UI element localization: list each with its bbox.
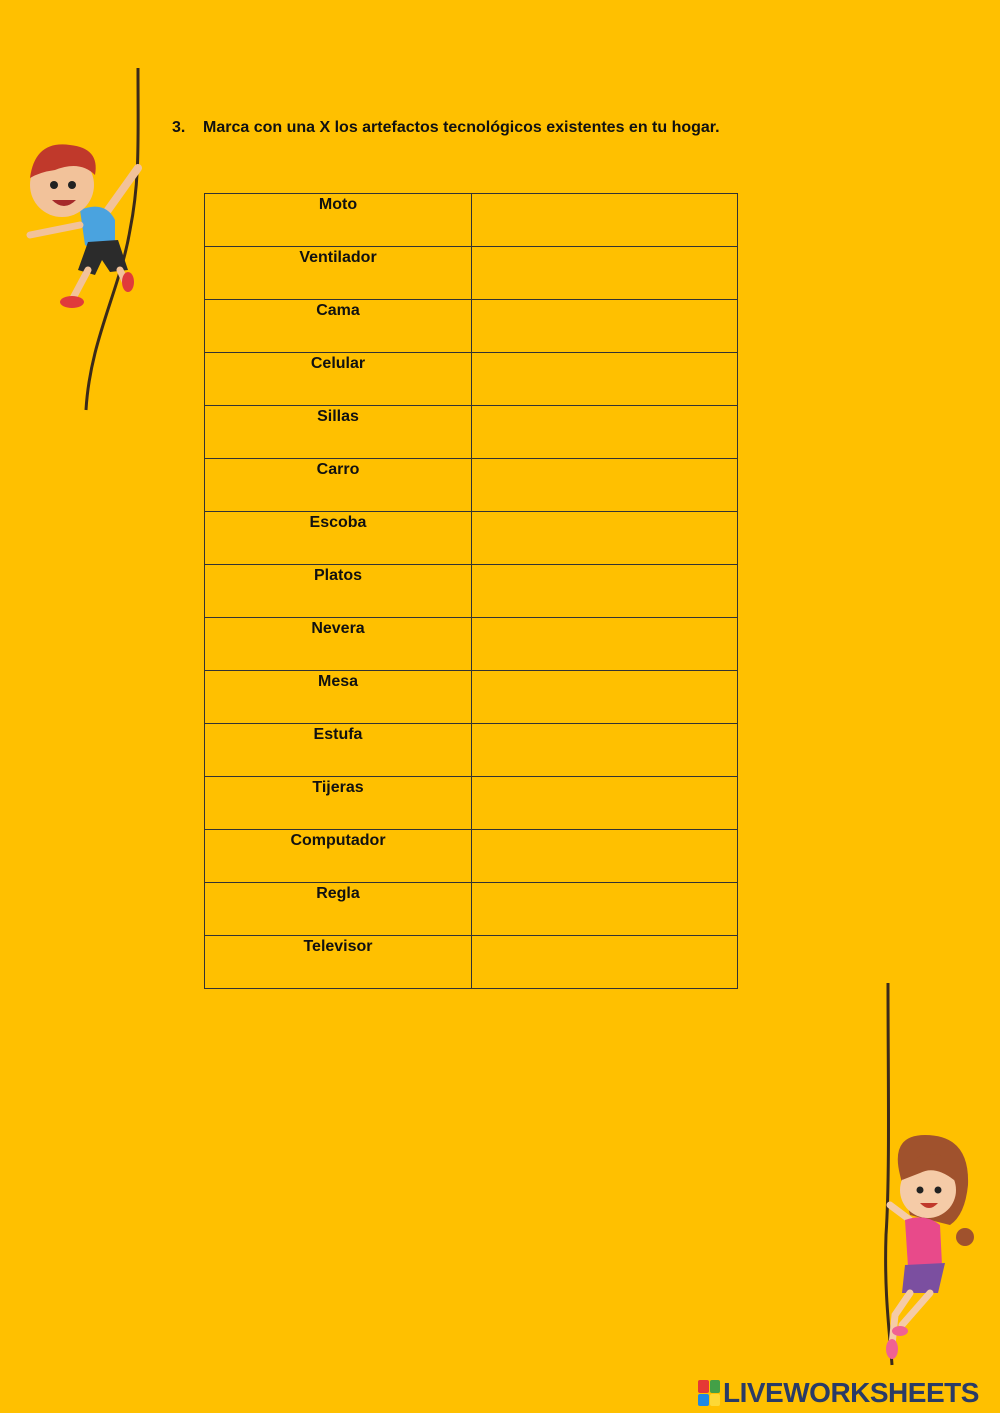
table-row [205, 883, 738, 936]
artifacts-table [204, 193, 738, 989]
girl-climbing-rope-illustration [850, 975, 990, 1375]
table-row [205, 671, 738, 724]
table-row [205, 247, 738, 300]
item-label: Carro [205, 459, 472, 512]
item-label: Regla [205, 883, 472, 936]
table-row [205, 618, 738, 671]
mark-cell[interactable] [472, 194, 738, 247]
item-label: Ventilador [205, 247, 472, 300]
item-label: Televisor [205, 936, 472, 989]
item-label: Celular [205, 353, 472, 406]
mark-cell[interactable] [472, 459, 738, 512]
item-label: Tijeras [205, 777, 472, 830]
table-row [205, 830, 738, 883]
mark-cell[interactable] [472, 247, 738, 300]
item-label: Mesa [205, 671, 472, 724]
table-row [205, 777, 738, 830]
item-label: Sillas [205, 406, 472, 459]
table-row [205, 353, 738, 406]
item-label: Moto [205, 194, 472, 247]
mark-cell[interactable] [472, 724, 738, 777]
mark-cell[interactable] [472, 936, 738, 989]
mark-cell[interactable] [472, 565, 738, 618]
liveworksheets-logo [698, 1377, 979, 1409]
logo-text: LIVEWORKSHEETS [723, 1377, 979, 1408]
mark-cell[interactable] [472, 618, 738, 671]
item-label: Escoba [205, 512, 472, 565]
table-row [205, 565, 738, 618]
item-label: Platos [205, 565, 472, 618]
mark-cell[interactable] [472, 671, 738, 724]
question-number: 3. [172, 119, 186, 136]
mark-cell[interactable] [472, 406, 738, 459]
question-text: Marca con una X los artefactos tecnológicos existentes en tu hogar. [203, 119, 720, 136]
question-prompt [172, 119, 720, 137]
item-label: Nevera [205, 618, 472, 671]
table-row [205, 406, 738, 459]
mark-cell[interactable] [472, 300, 738, 353]
table-row [205, 936, 738, 989]
table-row [205, 194, 738, 247]
item-label: Estufa [205, 724, 472, 777]
mark-cell[interactable] [472, 353, 738, 406]
boy-climbing-rope-illustration [10, 60, 170, 420]
mark-cell[interactable] [472, 883, 738, 936]
table-row [205, 300, 738, 353]
mark-cell[interactable] [472, 777, 738, 830]
item-label: Computador [205, 830, 472, 883]
item-label: Cama [205, 300, 472, 353]
liveworksheets-logo-icon [698, 1380, 720, 1406]
table-row [205, 512, 738, 565]
mark-cell[interactable] [472, 830, 738, 883]
mark-cell[interactable] [472, 512, 738, 565]
table-row [205, 459, 738, 512]
table-row [205, 724, 738, 777]
